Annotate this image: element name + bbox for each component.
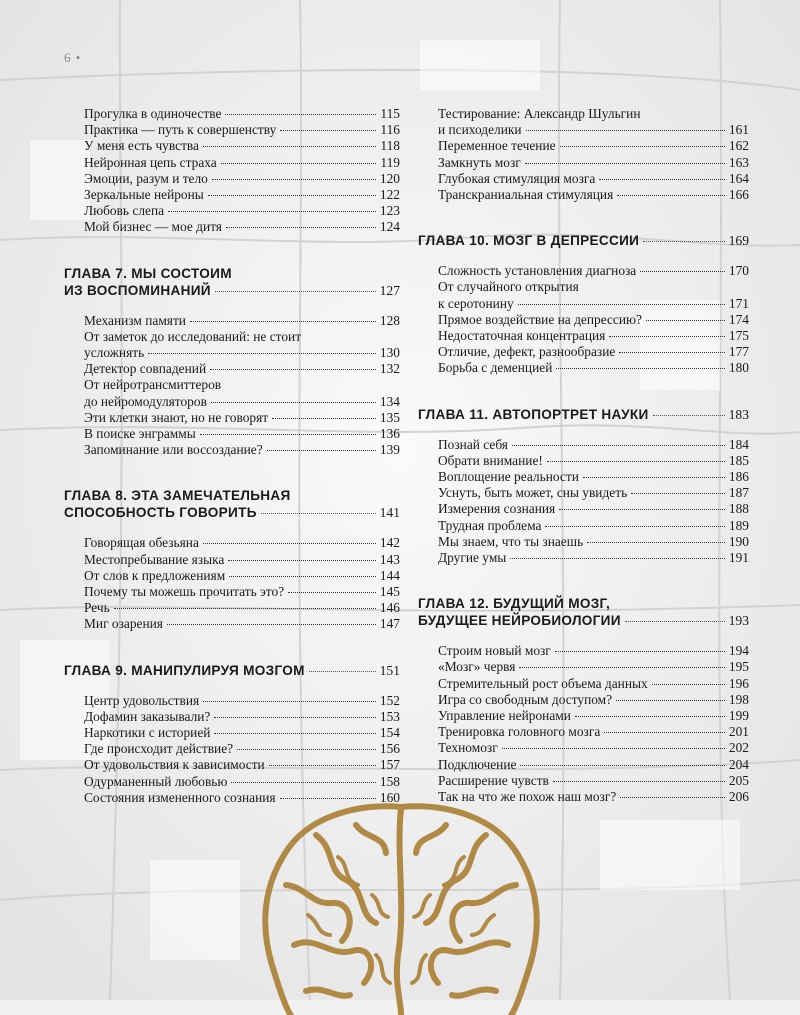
toc-entry[interactable]: Недостаточная концентрация 175	[438, 328, 749, 344]
toc-entry[interactable]: Мы знаем, что ты знаешь 190	[438, 533, 749, 549]
toc-entry[interactable]: Любовь слепа 123	[84, 203, 400, 219]
toc-entry[interactable]: Центр удовольствия 152	[84, 692, 400, 708]
toc-entry[interactable]: Так на что же похож наш мозг? 206	[438, 789, 749, 805]
chapter-11-heading[interactable]	[418, 406, 749, 423]
toc-entry[interactable]: Миг озарения 147	[84, 616, 400, 632]
chapter-title-row: ГЛАВА 9. МАНИПУЛИРУЯ МОЗГОМ 151	[64, 662, 400, 678]
chapter-title-row: БУДУЩЕЕ НЕЙРОБИОЛОГИИ 193	[418, 613, 749, 629]
page-number: 6 •	[64, 50, 82, 65]
chapter-7-heading[interactable]	[64, 265, 400, 299]
toc-entry[interactable]: Техномозг 202	[438, 740, 749, 756]
chapter-9-heading[interactable]	[64, 662, 400, 679]
toc-entry[interactable]: Почему ты можешь прочитать это? 145	[84, 584, 400, 600]
toc-entry[interactable]: Речь 146	[84, 600, 400, 616]
toc-entry[interactable]: Практика — путь к совершенству 116	[84, 122, 400, 138]
toc-entry[interactable]: усложнять 130	[84, 345, 400, 361]
toc-entry[interactable]: У меня есть чувства 118	[84, 138, 400, 154]
toc-entry[interactable]: Строим новый мозг 194	[438, 643, 749, 659]
toc-entry[interactable]: Стремительный рост объема данных 196	[438, 675, 749, 691]
chapter-10-heading[interactable]	[418, 232, 749, 249]
toc-entry[interactable]: Борьба с деменцией 180	[438, 360, 749, 376]
chapter-title-line: ГЛАВА 12. БУДУЩИЙ МОЗГ,	[418, 596, 611, 612]
chapter-8-entries	[64, 535, 400, 632]
toc-entry[interactable]: Прогулка в одиночестве 115	[84, 106, 400, 121]
toc-entry[interactable]: Состояния измененного сознания 160	[84, 789, 400, 805]
toc-entry[interactable]: Зеркальные нейроны 122	[84, 187, 400, 203]
toc-entry[interactable]: Другие умы 191	[438, 550, 749, 566]
toc-entry[interactable]: Управление нейронами 199	[438, 708, 749, 724]
toc-entry[interactable]: Механизм памяти 128	[84, 312, 400, 328]
toc-entry[interactable]: Отличие, дефект, разнообразие 177	[438, 344, 749, 360]
toc-entry-first-line[interactable]: Тестирование: Александр Шульгин	[438, 106, 641, 121]
toc-entry[interactable]: Местопребывание языка 143	[84, 551, 400, 567]
toc-entry[interactable]: Эти клетки знают, но не говорят 135	[84, 409, 400, 425]
chapter-7-entries	[64, 313, 400, 459]
toc-entry[interactable]: Измерения сознания 188	[438, 501, 749, 517]
toc-entry[interactable]: Детектор совпадений 132	[84, 361, 400, 377]
toc-entry[interactable]: Наркотики с историей 154	[84, 725, 400, 741]
toc-entry[interactable]: и психоделики 161	[438, 122, 749, 138]
toc-right-column	[418, 106, 749, 805]
toc-entry[interactable]: Говорящая обезьяна 142	[84, 535, 400, 551]
chapter-title-line: ГЛАВА 7. МЫ СОСТОИМ	[64, 265, 232, 281]
chapter-12-entries	[418, 643, 749, 805]
chapter-title-row: ИЗ ВОСПОМИНАНИЙ 127	[64, 282, 400, 298]
toc-entry[interactable]: Нейронная цепь страха 119	[84, 154, 400, 170]
toc-entry[interactable]: Прямое воздействие на депрессию? 174	[438, 311, 749, 327]
brain-illustration	[246, 795, 556, 1015]
toc-entry[interactable]: Одурманенный любовью 158	[84, 773, 400, 789]
toc-entry[interactable]: Мой бизнес — мое дитя 124	[84, 219, 400, 235]
toc-entry[interactable]: Замкнуть мозг 163	[438, 154, 749, 170]
toc-section-intro-left	[64, 106, 400, 236]
toc-section-intro-right	[418, 106, 749, 203]
toc-entry[interactable]: Расширение чувств 205	[438, 772, 749, 788]
toc-entry[interactable]: «Мозг» червя 195	[438, 659, 749, 675]
toc-entry[interactable]: Воплощение реальности 186	[438, 469, 749, 485]
toc-entry[interactable]: Подключение 204	[438, 756, 749, 772]
toc-entry-first-line[interactable]: От нейротрансмиттеров	[84, 377, 222, 393]
toc-left-column	[64, 106, 400, 806]
toc-entry[interactable]: Тренировка головного мозга 201	[438, 724, 749, 740]
chapter-10-entries	[418, 263, 749, 376]
toc-entry[interactable]: Где происходит действие? 156	[84, 741, 400, 757]
toc-entry[interactable]: В поиске энграммы 136	[84, 426, 400, 442]
toc-entry[interactable]: Игра со свободным доступом? 198	[438, 691, 749, 707]
toc-entry[interactable]: Глубокая стимуляция мозга 164	[438, 170, 749, 186]
toc-entry[interactable]: От удовольствия к зависимости 157	[84, 757, 400, 773]
toc-entry[interactable]: Транскраниальная стимуляция 166	[438, 187, 749, 203]
toc-entry[interactable]: Познай себя 184	[438, 436, 749, 452]
toc-entry-first-line[interactable]: От случайного открытия	[438, 279, 579, 295]
toc-entry-first-line[interactable]: От заметок до исследований: не стоит	[84, 328, 302, 344]
toc-entry[interactable]: Эмоции, разум и тело 120	[84, 170, 400, 186]
chapter-title-row: ГЛАВА 10. МОЗГ В ДЕПРЕССИИ 169	[418, 233, 749, 249]
toc-entry[interactable]: Сложность установления диагноза 170	[438, 263, 749, 279]
toc-entry[interactable]: Трудная проблема 189	[438, 517, 749, 533]
toc-entry[interactable]: От слов к предложениям 144	[84, 567, 400, 583]
chapter-12-heading[interactable]	[418, 595, 749, 629]
toc-entry[interactable]: Уснуть, быть может, сны увидеть 187	[438, 485, 749, 501]
chapter-8-heading[interactable]	[64, 487, 400, 521]
chapter-11-entries	[418, 437, 749, 567]
chapter-title-line: ГЛАВА 8. ЭТА ЗАМЕЧАТЕЛЬНАЯ	[64, 488, 291, 504]
toc-entry[interactable]: Переменное течение 162	[438, 138, 749, 154]
toc-entry[interactable]: Дофамин заказывали? 153	[84, 708, 400, 724]
toc-entry[interactable]: Обрати внимание! 185	[438, 452, 749, 468]
chapter-title-row: СПОСОБНОСТЬ ГОВОРИТЬ 141	[64, 505, 400, 521]
chapter-title-row: ГЛАВА 11. АВТОПОРТРЕТ НАУКИ 183	[418, 406, 749, 422]
chapter-9-entries	[64, 693, 400, 806]
toc-entry[interactable]: Запоминание или воссоздание? 139	[84, 442, 400, 458]
toc-entry[interactable]: к серотонину 171	[438, 295, 749, 311]
toc-entry[interactable]: до нейромодуляторов 134	[84, 393, 400, 409]
